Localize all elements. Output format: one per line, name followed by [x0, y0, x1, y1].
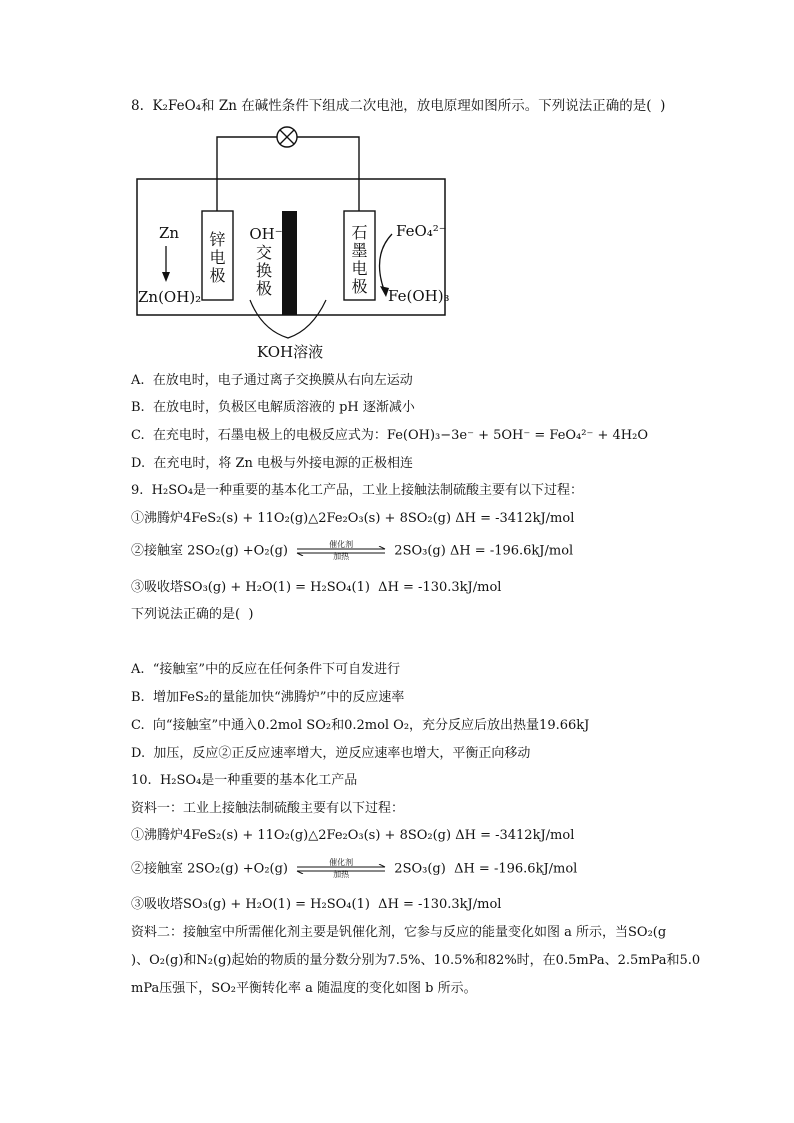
exchange-label-2: 极 — [255, 279, 273, 298]
exchange-membrane — [282, 211, 297, 315]
equilibrium-arrow-icon — [295, 859, 387, 879]
zn-label: Zn — [158, 224, 180, 242]
equilibrium-arrow-icon — [295, 541, 387, 561]
q10-reaction-1: ①沸腾炉4FeS₂(s) + 11O₂(g)△2Fe₂O₃(s) + 8SO₂(g) ΔH = -3412kJ/mol — [131, 828, 575, 843]
graphite-electrode-char-1: 墨 — [351, 241, 368, 260]
q8-option-c[interactable]: C. 在充电时，石墨电极上的电极反应式为：Fe(OH)₃−3e⁻ + 5OH⁻ = FeO₄²⁻ + 4H₂O — [131, 428, 648, 443]
q8-stem: 8. K₂FeO₄和 Zn 在碱性条件下组成二次电池，放电原理如图所示。下列说法正确的是( ) — [131, 98, 666, 114]
q10-material-2-line-1: 资料二：接触室中所需催化剂主要是钒催化剂，它参与反应的能量变化如图 a 所示，当SO₂(g — [131, 925, 667, 940]
zn-oh2-label: Zn(OH)₂ — [138, 288, 202, 306]
q9-stem: 9. H₂SO₄是一种重要的基本化工产品，工业上接触法制硫酸主要有以下过程： — [131, 483, 583, 498]
q10-reaction-2 — [131, 859, 577, 879]
q9-question: 下列说法正确的是( ) — [131, 607, 254, 622]
oh-label: OH⁻ — [249, 225, 283, 243]
q10-catalyst-label: 催化剂 — [329, 858, 354, 867]
zinc-electrode-char-1: 电 — [209, 248, 226, 267]
koh-label: KOH溶液 — [256, 343, 324, 361]
q9-option-a[interactable]: A. “接触室”中的反应在任何条件下可自发进行 — [131, 662, 401, 677]
q10-heat-label: 加热 — [333, 870, 350, 879]
q10-stem: 10. H₂SO₄是一种重要的基本化工产品 — [131, 773, 358, 788]
exchange-label-0: 交 — [255, 243, 273, 262]
q9-reaction-2-right: 2SO₃(g) ΔH = -196.6kJ/mol — [394, 543, 574, 559]
feoh3-label: Fe(OH)₃ — [388, 287, 450, 305]
q9-reaction-3: ③吸收塔SO₃(g) + H₂O(1) = H₂SO₄(1) ΔH = -130.3kJ/mol — [131, 580, 502, 595]
q8-option-b[interactable]: B. 在放电时，负极区电解质溶液的 pH 逐渐减小 — [131, 400, 415, 415]
q10-reaction-3: ③吸收塔SO₃(g) + H₂O(1) = H₂SO₄(1) ΔH = -130.3kJ/mol — [131, 897, 502, 912]
graphite-electrode-char-0: 石 — [351, 223, 368, 242]
q10-material-2-line-2: )、O₂(g)和N₂(g)起始的物质的量分数分别为7.5%、10.5%和82%时，在0.5mPa、2.5mPa和5.0 — [131, 953, 701, 968]
q9-heat-label: 加热 — [333, 552, 350, 561]
q9-reaction-1: ①沸腾炉4FeS₂(s) + 11O₂(g)△2Fe₂O₃(s) + 8SO₂(g) ΔH = -3412kJ/mol — [131, 511, 575, 526]
zinc-electrode-char-2: 极 — [209, 266, 226, 285]
q9-reaction-2 — [131, 541, 573, 561]
q8-option-a[interactable]: A. 在放电时，电子通过离子交换膜从右向左运动 — [131, 373, 413, 388]
exchange-label-1: 换 — [255, 261, 273, 280]
q9-option-b[interactable]: B. 增加FeS₂的量能加快“沸腾炉”中的反应速率 — [131, 690, 405, 705]
graphite-electrode-char-3: 极 — [351, 277, 368, 296]
battery-diagram — [0, 0, 794, 380]
graphite-electrode-char-2: 电 — [351, 259, 368, 278]
q9-catalyst-label: 催化剂 — [329, 540, 354, 549]
q9-option-d[interactable]: D. 加压，反应②正反应速率增大，逆反应速率也增大，平衡正向移动 — [131, 746, 531, 761]
q10-reaction-2-left: ②接触室 2SO₂(g) +O₂(g) — [131, 861, 289, 877]
feo4-label: FeO₄²⁻ — [396, 222, 447, 240]
bulb-icon — [277, 127, 297, 147]
zinc-electrode-char-0: 锌 — [209, 230, 226, 249]
q9-reaction-2-left: ②接触室 2SO₂(g) +O₂(g) — [131, 543, 289, 559]
q8-option-d[interactable]: D. 在充电时，将 Zn 电极与外接电源的正极相连 — [131, 456, 414, 471]
q10-reaction-2-right: 2SO₃(g) ΔH = -196.6kJ/mol — [394, 861, 578, 877]
q9-option-c[interactable]: C. 向“接触室”中通入0.2mol SO₂和0.2mol O₂，充分反应后放出热量19.66kJ — [131, 718, 590, 733]
q10-material-1: 资料一：工业上接触法制硫酸主要有以下过程： — [131, 801, 405, 816]
q10-material-2-line-3: mPa压强下，SO₂平衡转化率 a 随温度的变化如图 b 所示。 — [131, 981, 477, 996]
